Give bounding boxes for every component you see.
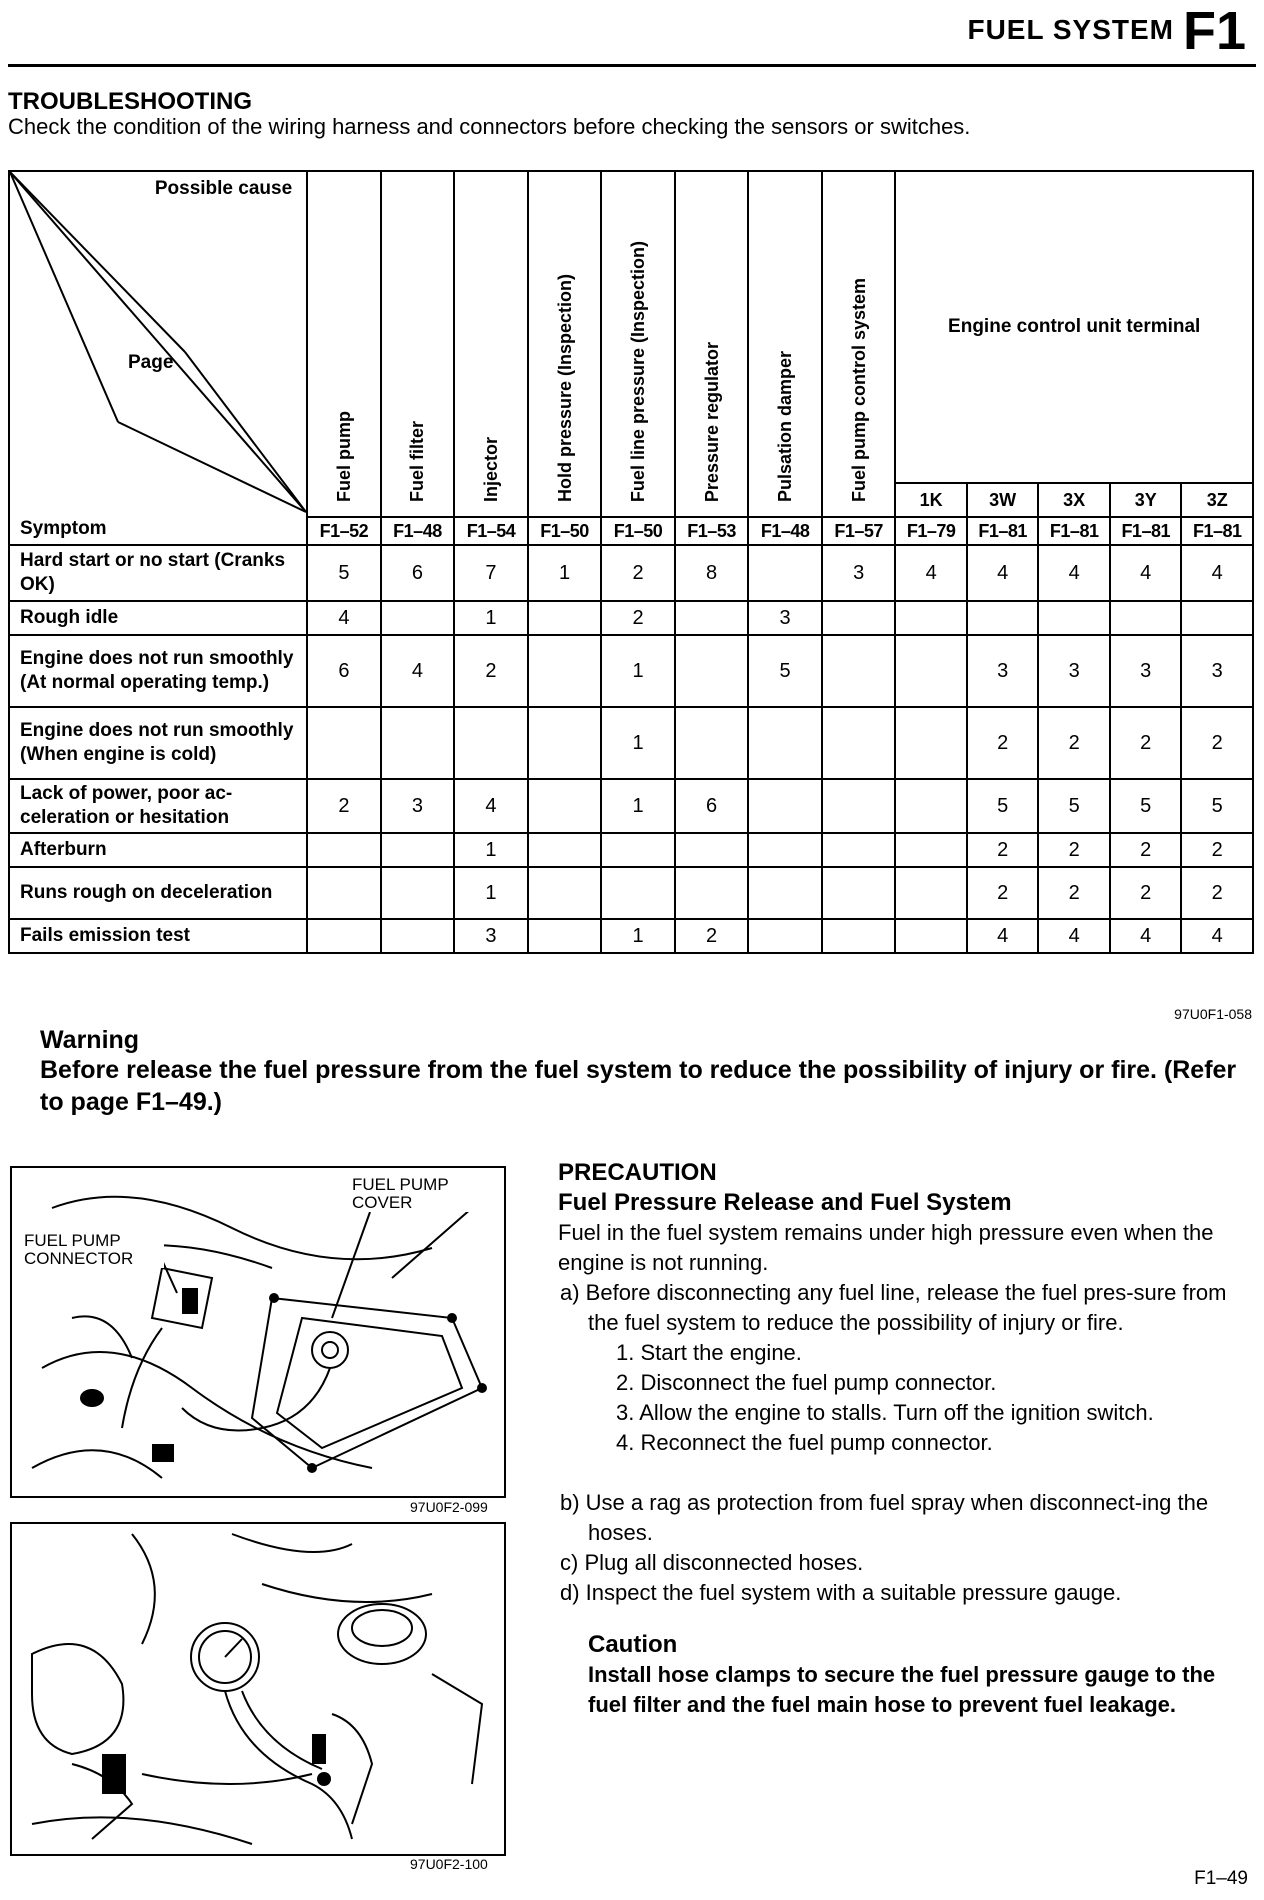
table-row: [9, 833, 1253, 867]
value-cell: [895, 601, 967, 635]
value-cell: 2: [1110, 833, 1182, 867]
value-cell: 1: [454, 833, 528, 867]
value-cell: 2: [454, 635, 528, 707]
value-cell: [675, 601, 749, 635]
value-cell: 3: [822, 545, 896, 601]
value-cell: [748, 919, 822, 953]
value-cell: 5: [967, 779, 1039, 833]
value-cell: [675, 867, 749, 919]
value-cell: [1181, 601, 1253, 635]
value-cell: [381, 707, 455, 779]
precaution-step: 2. Disconnect the fuel pump connector.: [616, 1370, 997, 1395]
cause-page: F1–57: [822, 517, 896, 545]
figure1-code: 97U0F2-099: [410, 1499, 488, 1515]
value-cell: [381, 601, 455, 635]
value-cell: [381, 833, 455, 867]
value-cell: [307, 919, 381, 953]
value-cell: 2: [1038, 833, 1110, 867]
value-cell: 6: [381, 545, 455, 601]
cause-header: Pulsation damper: [748, 171, 822, 517]
value-cell: [528, 779, 602, 833]
value-cell: 4: [1110, 545, 1182, 601]
symptom-cell: Engine does not run smoothly (When engine is cold): [9, 707, 307, 779]
value-cell: 4: [1038, 919, 1110, 953]
value-cell: 4: [895, 545, 967, 601]
value-cell: 3: [1038, 635, 1110, 707]
cause-page: F1–50: [601, 517, 675, 545]
value-cell: 2: [307, 779, 381, 833]
symptom-cell: Engine does not run smoothly (At normal operating temp.): [9, 635, 307, 707]
section-title: FUEL SYSTEM: [967, 14, 1174, 45]
table-row: [9, 635, 1253, 707]
precaution-section: [558, 1158, 1258, 1720]
pressure-gauge-figure: [10, 1522, 506, 1856]
value-cell: [748, 867, 822, 919]
value-cell: [307, 707, 381, 779]
value-cell: [307, 867, 381, 919]
value-cell: 5: [1038, 779, 1110, 833]
value-cell: 2: [967, 867, 1039, 919]
terminal-page: F1–81: [1181, 517, 1253, 545]
value-cell: 3: [967, 635, 1039, 707]
precaution-step: 1. Start the engine.: [616, 1340, 802, 1365]
value-cell: [822, 601, 896, 635]
value-cell: [748, 833, 822, 867]
value-cell: [822, 779, 896, 833]
value-cell: [307, 833, 381, 867]
value-cell: 2: [601, 545, 675, 601]
symptom-cell: Afterburn: [9, 833, 307, 867]
precaution-step: 4. Reconnect the fuel pump connector.: [616, 1430, 993, 1455]
value-cell: 2: [1181, 707, 1253, 779]
value-cell: 4: [1181, 545, 1253, 601]
value-cell: [1110, 601, 1182, 635]
cause-header: Fuel filter: [381, 171, 455, 517]
cause-page: F1–53: [675, 517, 749, 545]
cause-header: Fuel pump: [307, 171, 381, 517]
cause-page: F1–48: [748, 517, 822, 545]
terminal-header: 3W: [967, 483, 1039, 517]
cause-header: Fuel line pressure (Inspection): [601, 171, 675, 517]
value-cell: [895, 635, 967, 707]
value-cell: [675, 635, 749, 707]
value-cell: [895, 919, 967, 953]
value-cell: 2: [601, 601, 675, 635]
precaution-heading: PRECAUTION: [558, 1159, 717, 1186]
value-cell: 2: [1181, 867, 1253, 919]
fuel-pump-cover-label: FUEL PUMP COVER: [352, 1176, 482, 1212]
symptom-cell: Rough idle: [9, 601, 307, 635]
value-cell: [528, 919, 602, 953]
value-cell: [675, 833, 749, 867]
cause-page: F1–48: [381, 517, 455, 545]
cause-page: F1–54: [454, 517, 528, 545]
value-cell: [822, 867, 896, 919]
precaution-step: 3. Allow the engine to stalls. Turn off the ignition switch.: [616, 1400, 1154, 1425]
cause-header: Hold pressure (Inspection): [528, 171, 602, 517]
symptom-cell: Runs rough on deceleration: [9, 867, 307, 919]
possible-cause-label: Possible cause: [154, 178, 293, 199]
value-cell: 7: [454, 545, 528, 601]
value-cell: [381, 867, 455, 919]
value-cell: [454, 707, 528, 779]
value-cell: 1: [601, 919, 675, 953]
value-cell: 4: [1110, 919, 1182, 953]
table-row: [9, 919, 1253, 953]
caution-heading: Caution: [588, 1631, 678, 1658]
value-cell: [528, 867, 602, 919]
value-cell: [895, 707, 967, 779]
value-cell: 2: [967, 833, 1039, 867]
value-cell: [822, 919, 896, 953]
fuel-pump-connector-label: FUEL PUMP CONNECTOR: [24, 1232, 164, 1268]
table-row: [9, 867, 1253, 919]
troubleshooting-table: [8, 170, 1254, 954]
symptom-cell: Hard start or no start (Cranks OK): [9, 545, 307, 601]
value-cell: [895, 779, 967, 833]
pressure-gauge-illustration: [12, 1524, 504, 1854]
value-cell: 1: [601, 779, 675, 833]
value-cell: 1: [454, 601, 528, 635]
table-figure-code: 97U0F1-058: [1174, 1006, 1252, 1022]
figure2-code: 97U0F2-100: [410, 1856, 488, 1872]
value-cell: [822, 707, 896, 779]
terminal-header: 3X: [1038, 483, 1110, 517]
value-cell: 6: [307, 635, 381, 707]
value-cell: 5: [1181, 779, 1253, 833]
value-cell: 2: [1181, 833, 1253, 867]
ecu-terminal-header: Engine control unit terminal: [895, 171, 1253, 483]
value-cell: 6: [675, 779, 749, 833]
value-cell: [967, 601, 1039, 635]
value-cell: 2: [1038, 867, 1110, 919]
value-cell: 5: [307, 545, 381, 601]
value-cell: [381, 919, 455, 953]
value-cell: [822, 635, 896, 707]
page-number: F1–49: [1194, 1868, 1248, 1889]
value-cell: 4: [967, 545, 1039, 601]
cause-header: Pressure regulator: [675, 171, 749, 517]
value-cell: [675, 707, 749, 779]
value-cell: [601, 833, 675, 867]
value-cell: 1: [601, 635, 675, 707]
value-cell: [1038, 601, 1110, 635]
value-cell: [748, 779, 822, 833]
table-row: [9, 545, 1253, 601]
value-cell: 4: [381, 635, 455, 707]
table-corner-cell: [9, 171, 307, 545]
value-cell: [528, 707, 602, 779]
precaution-intro: Fuel in the fuel system remains under high pressure even when the engine is not running.: [558, 1220, 1214, 1275]
value-cell: [528, 635, 602, 707]
troubleshooting-intro: Check the condition of the wiring harness and connectors before checking the sensors or switches.: [8, 114, 971, 139]
caution-text: Install hose clamps to secure the fuel pressure gauge to the fuel filter and the fuel main hose to prevent fuel leakage.: [588, 1662, 1216, 1717]
warning-heading: Warning: [40, 1026, 140, 1054]
value-cell: 2: [1038, 707, 1110, 779]
fuel-pump-cover-figure: [10, 1166, 506, 1498]
precaution-item-c: c) Plug all disconnected hoses.: [560, 1550, 864, 1575]
precaution-item-a: a) Before disconnecting any fuel line, release the fuel pres-sure from the fuel system to reduce the possibility of injury or fire.: [560, 1280, 1227, 1335]
terminal-page: F1–79: [895, 517, 967, 545]
value-cell: 4: [1038, 545, 1110, 601]
value-cell: 5: [748, 635, 822, 707]
value-cell: [528, 833, 602, 867]
value-cell: 4: [1181, 919, 1253, 953]
value-cell: 3: [1110, 635, 1182, 707]
header-rule: [8, 64, 1256, 67]
precaution-item-d: d) Inspect the fuel system with a suitable pressure gauge.: [560, 1580, 1122, 1605]
table-row: [9, 601, 1253, 635]
value-cell: 1: [601, 707, 675, 779]
terminal-header: 1K: [895, 483, 967, 517]
value-cell: [601, 867, 675, 919]
terminal-page: F1–81: [1110, 517, 1182, 545]
value-cell: 4: [967, 919, 1039, 953]
value-cell: 4: [454, 779, 528, 833]
symptom-cell: Fails emission test: [9, 919, 307, 953]
value-cell: 8: [675, 545, 749, 601]
cause-page: F1–52: [307, 517, 381, 545]
warning-text: Before release the fuel pressure from the fuel system to reduce the possibility of injury or fire. (Refer to page F1–49.): [40, 1056, 1237, 1116]
value-cell: 1: [454, 867, 528, 919]
table-row: [9, 779, 1253, 833]
value-cell: 3: [1181, 635, 1253, 707]
cause-header: Injector: [454, 171, 528, 517]
terminal-page: F1–81: [1038, 517, 1110, 545]
fuel-pump-illustration: [12, 1168, 504, 1496]
symptom-cell: Lack of power, poor ac-celeration or hesitation: [9, 779, 307, 833]
value-cell: [822, 833, 896, 867]
value-cell: 2: [675, 919, 749, 953]
value-cell: 3: [748, 601, 822, 635]
value-cell: 3: [381, 779, 455, 833]
value-cell: 2: [1110, 707, 1182, 779]
terminal-page: F1–81: [967, 517, 1039, 545]
value-cell: [895, 833, 967, 867]
value-cell: [748, 545, 822, 601]
table-row: [9, 707, 1253, 779]
precaution-subheading: Fuel Pressure Release and Fuel System: [558, 1189, 1012, 1216]
value-cell: 1: [528, 545, 602, 601]
cause-header: Fuel pump control system: [822, 171, 896, 517]
troubleshooting-heading: TROUBLESHOOTING: [8, 88, 252, 115]
value-cell: [528, 601, 602, 635]
symptom-label: Symptom: [20, 518, 107, 539]
value-cell: 4: [307, 601, 381, 635]
cause-page: F1–50: [528, 517, 602, 545]
value-cell: 2: [967, 707, 1039, 779]
section-code: F1: [1182, 1, 1246, 61]
precaution-item-b: b) Use a rag as protection from fuel spray when disconnect-ing the hoses.: [560, 1490, 1209, 1545]
value-cell: 3: [454, 919, 528, 953]
value-cell: [895, 867, 967, 919]
terminal-header: 3Z: [1181, 483, 1253, 517]
value-cell: 2: [1110, 867, 1182, 919]
terminal-header: 3Y: [1110, 483, 1182, 517]
value-cell: [748, 707, 822, 779]
page-label: Page: [128, 352, 174, 373]
value-cell: 5: [1110, 779, 1182, 833]
